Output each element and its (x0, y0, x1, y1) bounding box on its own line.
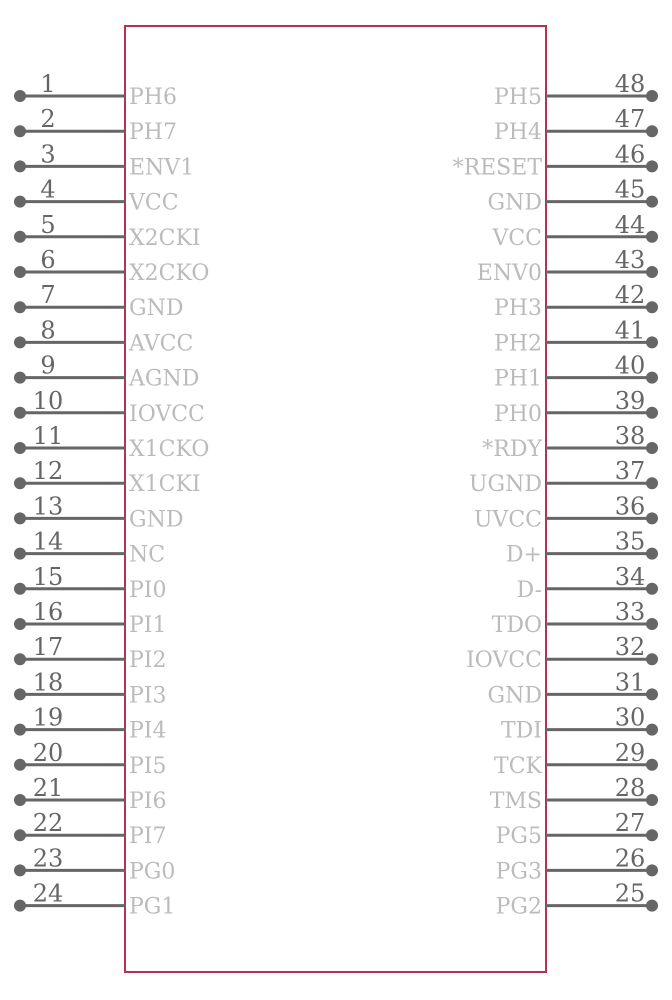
pin-name: VCC (492, 225, 542, 251)
pin-name: PH6 (129, 85, 177, 110)
pin-number: 3 (40, 140, 56, 169)
pin-number: 16 (32, 598, 64, 626)
pin-terminal-dot (646, 407, 658, 419)
pin-number: 21 (32, 774, 64, 802)
pin-terminal-dot (646, 90, 658, 102)
pin-terminal-dot (646, 336, 658, 348)
pin-name: PG2 (495, 894, 542, 920)
pin-number: 19 (32, 703, 64, 732)
pin-name: PI7 (129, 824, 167, 850)
pin-name: PH7 (129, 120, 177, 146)
pin-terminal-dot (14, 618, 26, 630)
pin-name: D+ (505, 542, 542, 568)
pin-name: PG5 (495, 824, 542, 850)
pin-terminal-dot (646, 618, 658, 630)
pin-name: PI1 (129, 613, 167, 638)
pin-number: 10 (32, 386, 64, 415)
pin-name: TDI (500, 718, 542, 744)
pin-terminal-dot (646, 477, 658, 489)
pin-name: PH3 (494, 296, 542, 322)
pin-name: X2CKO (129, 261, 210, 286)
pin-name: TCK (494, 753, 542, 779)
pin-number: 6 (40, 246, 56, 274)
pin-number: 20 (32, 738, 64, 767)
pin-name: PG3 (495, 859, 542, 885)
pin-name: IOVCC (129, 401, 205, 427)
pin-number: 14 (32, 527, 64, 556)
pin-terminal-dot (646, 653, 658, 665)
pin-number: 8 (40, 316, 56, 345)
pin-name: X1CKI (129, 472, 201, 498)
pin-terminal-dot (646, 442, 658, 454)
pin-name: *RESET (452, 155, 542, 181)
pin-name: PI6 (129, 789, 167, 814)
pin-name: PI3 (129, 683, 167, 709)
pin-terminal-dot (646, 583, 658, 595)
pin-name: PI2 (129, 648, 167, 674)
pin-terminal-dot (14, 548, 26, 560)
pin-number: 15 (32, 562, 64, 591)
pin-terminal-dot (646, 160, 658, 172)
pin-name: PH4 (494, 120, 542, 146)
pin-terminal-dot (646, 372, 658, 384)
pin-number: 27 (614, 809, 646, 838)
pin-number: 1 (40, 70, 56, 98)
pin-terminal-dot (646, 900, 658, 912)
pin-number: 24 (32, 879, 64, 908)
pin-number: 43 (614, 246, 646, 274)
pin-name: NC (129, 542, 166, 568)
pin-terminal-dot (14, 829, 26, 841)
pin-terminal-dot (14, 266, 26, 278)
pin-name: UGND (468, 472, 542, 498)
pin-name: X2CKI (129, 225, 201, 251)
pin-terminal-dot (14, 407, 26, 419)
pin-terminal-dot (646, 829, 658, 841)
pin-name: PH5 (494, 85, 542, 110)
pin-name: GND (487, 683, 542, 709)
pin-name: TDO (491, 613, 542, 638)
pin-terminal-dot (14, 864, 26, 876)
pin-terminal-dot (14, 759, 26, 771)
pin-terminal-dot (14, 196, 26, 208)
pin-name: ENV0 (476, 261, 542, 286)
pin-terminal-dot (14, 653, 26, 665)
pin-terminal-dot (14, 688, 26, 700)
pin-number: 38 (614, 422, 646, 450)
pin-name: PI5 (129, 753, 167, 779)
pin-number: 9 (40, 351, 56, 380)
pin-terminal-dot (646, 512, 658, 524)
pin-terminal-dot (646, 724, 658, 736)
pin-name: UVCC (473, 507, 542, 533)
pin-number: 41 (614, 316, 646, 345)
pin-terminal-dot (14, 477, 26, 489)
pin-name: IOVCC (466, 648, 542, 674)
pin-terminal-dot (646, 301, 658, 313)
pin-number: 18 (32, 668, 64, 697)
pin-terminal-dot (646, 196, 658, 208)
pin-number: 28 (614, 774, 646, 802)
pin-name: PI4 (129, 718, 167, 744)
pin-terminal-dot (646, 794, 658, 806)
pin-number: 26 (614, 844, 646, 873)
pin-terminal-dot (14, 160, 26, 172)
pin-number: 32 (614, 633, 646, 662)
pin-terminal-dot (646, 231, 658, 243)
pin-name: PI0 (129, 577, 167, 603)
pin-number: 35 (614, 527, 646, 556)
pin-number: 31 (614, 668, 646, 697)
pin-terminal-dot (646, 688, 658, 700)
pin-terminal-dot (646, 125, 658, 137)
pin-number: 40 (614, 351, 646, 380)
pin-terminal-dot (14, 794, 26, 806)
pin-number: 5 (40, 210, 56, 239)
pin-name: D- (516, 577, 542, 603)
pin-number: 4 (40, 175, 56, 204)
pin-name: VCC (129, 190, 179, 216)
pin-number: 29 (614, 738, 646, 767)
pin-name: GND (129, 507, 184, 533)
pin-number: 47 (614, 105, 646, 134)
pin-number: 12 (32, 457, 64, 486)
pin-number: 25 (614, 879, 646, 908)
pin-terminal-dot (14, 90, 26, 102)
pin-name: PG0 (129, 859, 176, 885)
pin-number: 36 (614, 492, 646, 521)
pin-name: GND (129, 296, 184, 322)
pin-terminal-dot (14, 900, 26, 912)
pin-name: AVCC (129, 331, 194, 357)
pin-terminal-dot (14, 442, 26, 454)
pin-terminal-dot (14, 336, 26, 348)
pin-name: *RDY (482, 437, 542, 462)
pin-number: 2 (40, 105, 56, 134)
pin-terminal-dot (14, 512, 26, 524)
pin-number: 13 (32, 492, 64, 521)
pin-number: 42 (614, 281, 646, 310)
pin-terminal-dot (14, 301, 26, 313)
pin-name: PH1 (494, 366, 542, 392)
pin-number: 22 (32, 809, 64, 838)
pin-name: PH2 (494, 331, 542, 357)
pin-terminal-dot (646, 759, 658, 771)
pin-number: 7 (40, 281, 56, 310)
pin-terminal-dot (646, 548, 658, 560)
pin-number: 17 (32, 633, 64, 662)
pin-number: 34 (614, 562, 646, 591)
pin-number: 39 (614, 386, 646, 415)
pin-number: 46 (614, 140, 646, 169)
pin-terminal-dot (14, 724, 26, 736)
pin-terminal-dot (14, 231, 26, 243)
pin-name: TMS (489, 789, 542, 814)
pin-name: PH0 (494, 401, 542, 427)
pin-terminal-dot (14, 125, 26, 137)
pin-name: ENV1 (129, 155, 195, 181)
pin-number: 45 (614, 175, 646, 204)
pin-number: 44 (614, 210, 646, 239)
pin-number: 23 (32, 844, 64, 873)
pin-number: 30 (614, 703, 646, 732)
pin-name: X1CKO (129, 437, 210, 462)
pin-number: 33 (614, 598, 646, 626)
pin-terminal-dot (646, 266, 658, 278)
pin-number: 48 (614, 70, 646, 98)
pin-terminal-dot (646, 864, 658, 876)
pin-number: 11 (32, 422, 64, 450)
pin-number: 37 (614, 457, 646, 486)
pin-terminal-dot (14, 372, 26, 384)
pin-name: GND (487, 190, 542, 216)
pin-name: AGND (129, 366, 200, 392)
pin-name: PG1 (129, 894, 176, 920)
pin-terminal-dot (14, 583, 26, 595)
